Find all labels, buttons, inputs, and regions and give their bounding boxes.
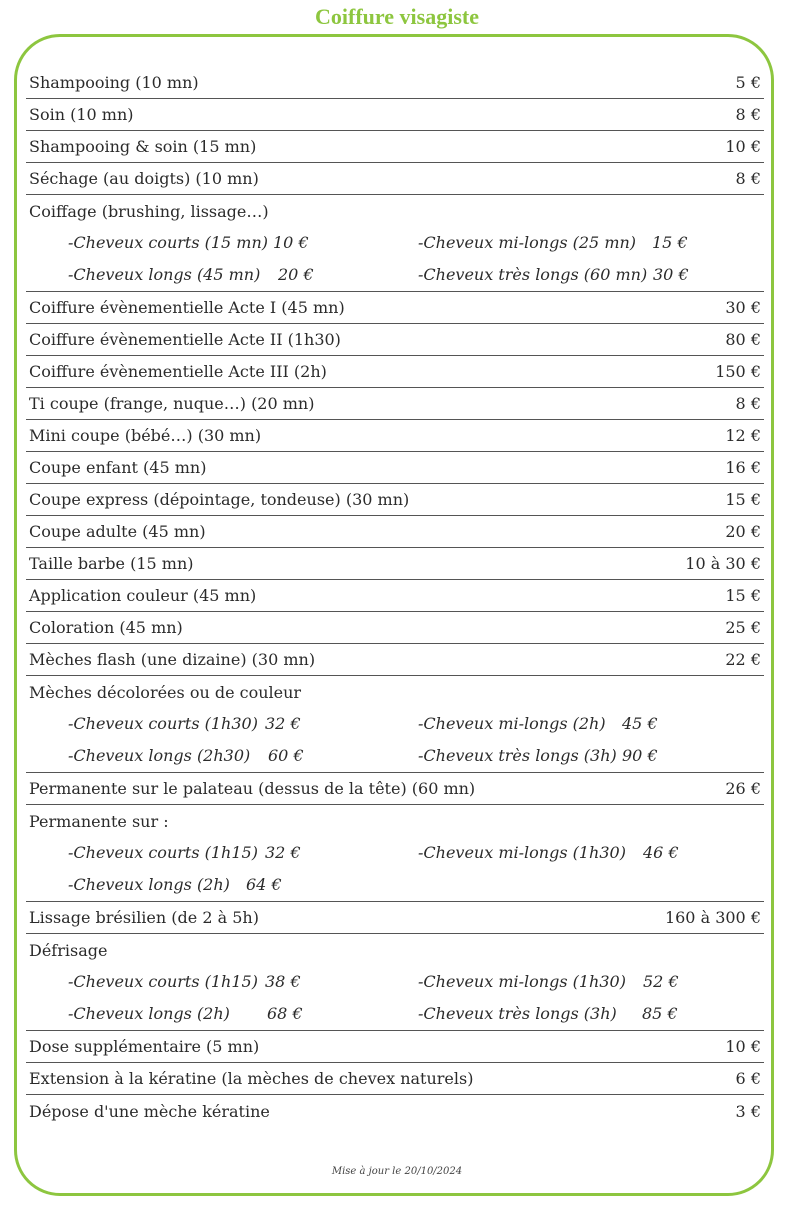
service-price: 22 € bbox=[725, 650, 761, 669]
sub-price: 20 € bbox=[278, 265, 314, 284]
service-label: Permanente sur le palateau (dessus de la tête) (60 mn) bbox=[29, 779, 476, 798]
sub-label: -Cheveux longs (2h30) bbox=[68, 746, 251, 765]
service-price: 160 à 300 € bbox=[664, 908, 761, 927]
service-label: Mèches flash (une dizaine) (30 mn) bbox=[29, 650, 316, 669]
service-label: Shampooing (10 mn) bbox=[29, 73, 199, 92]
service-price: 80 € bbox=[725, 330, 761, 349]
price-list bbox=[26, 67, 764, 1127]
price-row bbox=[26, 580, 764, 612]
service-label: Coloration (45 mn) bbox=[29, 618, 183, 637]
sub-price: 10 € bbox=[273, 233, 309, 252]
price-row bbox=[26, 452, 764, 484]
sub-price: 30 € bbox=[653, 265, 689, 284]
sub-price: 32 € bbox=[265, 843, 301, 862]
sub-row bbox=[26, 708, 764, 740]
sub-label: -Cheveux courts (1h30) bbox=[68, 714, 258, 733]
group-heading: Coiffage (brushing, lissage…) bbox=[29, 201, 269, 221]
price-row bbox=[26, 388, 764, 420]
price-row bbox=[26, 773, 764, 805]
service-price: 10 à 30 € bbox=[685, 554, 761, 573]
service-label: Dépose d'une mèche kératine bbox=[29, 1101, 270, 1121]
sub-price: 85 € bbox=[642, 1004, 678, 1023]
service-label: Coiffure évènementielle Acte I (45 mn) bbox=[29, 298, 345, 317]
price-row bbox=[26, 548, 764, 580]
price-row bbox=[26, 292, 764, 324]
sub-row bbox=[26, 227, 764, 259]
price-row bbox=[26, 484, 764, 516]
service-price: 10 € bbox=[725, 1037, 761, 1056]
service-price: 8 € bbox=[735, 394, 761, 413]
sub-price: 68 € bbox=[267, 1004, 303, 1023]
sub-label: -Cheveux très longs (60 mn) bbox=[418, 265, 648, 284]
service-label: Mini coupe (bébé…) (30 mn) bbox=[29, 426, 262, 445]
sub-price: 15 € bbox=[652, 233, 688, 252]
price-row bbox=[26, 1031, 764, 1063]
sub-row bbox=[26, 259, 764, 291]
sub-label: -Cheveux courts (1h15) bbox=[68, 843, 258, 862]
service-price: 10 € bbox=[725, 137, 761, 156]
sub-row bbox=[26, 869, 764, 901]
service-label: Extension à la kératine (la mèches de chevex naturels) bbox=[29, 1069, 474, 1088]
permanente-group bbox=[26, 805, 764, 902]
sub-label: -Cheveux courts (1h15) bbox=[68, 972, 258, 991]
price-row bbox=[26, 1063, 764, 1095]
sub-label: -Cheveux très longs (3h) bbox=[418, 746, 617, 765]
price-row bbox=[26, 644, 764, 676]
service-label: Dose supplémentaire (5 mn) bbox=[29, 1037, 260, 1056]
service-price: 25 € bbox=[725, 618, 761, 637]
service-price: 3 € bbox=[735, 1101, 761, 1121]
update-date: Mise à jour le 20/10/2024 bbox=[331, 1166, 463, 1177]
group-heading: Défrisage bbox=[29, 940, 108, 960]
service-label: Coupe express (dépointage, tondeuse) (30 mn) bbox=[29, 490, 410, 509]
sub-row bbox=[26, 837, 764, 869]
service-label: Coupe enfant (45 mn) bbox=[29, 458, 207, 477]
service-price: 15 € bbox=[725, 490, 761, 509]
price-row bbox=[26, 420, 764, 452]
price-row bbox=[26, 67, 764, 99]
sub-label: -Cheveux longs (2h) bbox=[68, 1004, 230, 1023]
price-row bbox=[26, 131, 764, 163]
service-label: Taille barbe (15 mn) bbox=[29, 554, 194, 573]
price-row bbox=[26, 902, 764, 934]
sub-price: 45 € bbox=[622, 714, 658, 733]
sub-price: 64 € bbox=[246, 875, 282, 894]
sub-label: -Cheveux mi-longs (2h) bbox=[418, 714, 606, 733]
price-row bbox=[26, 99, 764, 131]
sub-label: -Cheveux longs (2h) bbox=[68, 875, 230, 894]
sub-row bbox=[26, 998, 764, 1030]
service-label: Lissage brésilien (de 2 à 5h) bbox=[29, 908, 259, 927]
price-row bbox=[26, 163, 764, 195]
sub-label: -Cheveux courts (15 mn) bbox=[68, 233, 269, 252]
service-price: 5 € bbox=[735, 73, 761, 92]
sub-label: -Cheveux mi-longs (25 mn) bbox=[418, 233, 637, 252]
group-heading: Mèches décolorées ou de couleur bbox=[29, 682, 302, 702]
defrisage-group bbox=[26, 934, 764, 1031]
sub-row bbox=[26, 966, 764, 998]
service-price: 20 € bbox=[725, 522, 761, 541]
page-title: Coiffure visagiste bbox=[315, 4, 479, 29]
service-label: Coiffure évènementielle Acte II (1h30) bbox=[29, 330, 341, 349]
meches-group bbox=[26, 676, 764, 773]
price-row bbox=[26, 1095, 764, 1127]
sub-price: 60 € bbox=[268, 746, 304, 765]
sub-label: -Cheveux très longs (3h) bbox=[418, 1004, 617, 1023]
sub-price: 46 € bbox=[643, 843, 679, 862]
sub-price: 90 € bbox=[622, 746, 658, 765]
service-price: 30 € bbox=[725, 298, 761, 317]
service-label: Séchage (au doigts) (10 mn) bbox=[29, 169, 259, 188]
sub-price: 52 € bbox=[643, 972, 679, 991]
sub-row bbox=[26, 740, 764, 772]
service-price: 12 € bbox=[725, 426, 761, 445]
service-price: 6 € bbox=[735, 1069, 761, 1088]
coiffage-group bbox=[26, 195, 764, 292]
price-row bbox=[26, 356, 764, 388]
price-row bbox=[26, 324, 764, 356]
service-label: Shampooing & soin (15 mn) bbox=[29, 137, 257, 156]
service-label: Coupe adulte (45 mn) bbox=[29, 522, 206, 541]
service-price: 150 € bbox=[715, 362, 761, 381]
price-row bbox=[26, 516, 764, 548]
service-label: Coiffure évènementielle Acte III (2h) bbox=[29, 362, 327, 381]
sub-label: -Cheveux mi-longs (1h30) bbox=[418, 843, 626, 862]
sub-price: 38 € bbox=[265, 972, 301, 991]
service-label: Application couleur (45 mn) bbox=[29, 586, 257, 605]
service-price: 8 € bbox=[735, 105, 761, 124]
group-heading: Permanente sur : bbox=[29, 811, 169, 831]
service-price: 8 € bbox=[735, 169, 761, 188]
sub-label: -Cheveux longs (45 mn) bbox=[68, 265, 261, 284]
service-price: 26 € bbox=[725, 779, 761, 798]
sub-label: -Cheveux mi-longs (1h30) bbox=[418, 972, 626, 991]
service-price: 15 € bbox=[725, 586, 761, 605]
service-label: Ti coupe (frange, nuque…) (20 mn) bbox=[29, 394, 315, 413]
sub-price: 32 € bbox=[265, 714, 301, 733]
service-price: 16 € bbox=[725, 458, 761, 477]
price-row bbox=[26, 612, 764, 644]
service-label: Soin (10 mn) bbox=[29, 105, 134, 124]
